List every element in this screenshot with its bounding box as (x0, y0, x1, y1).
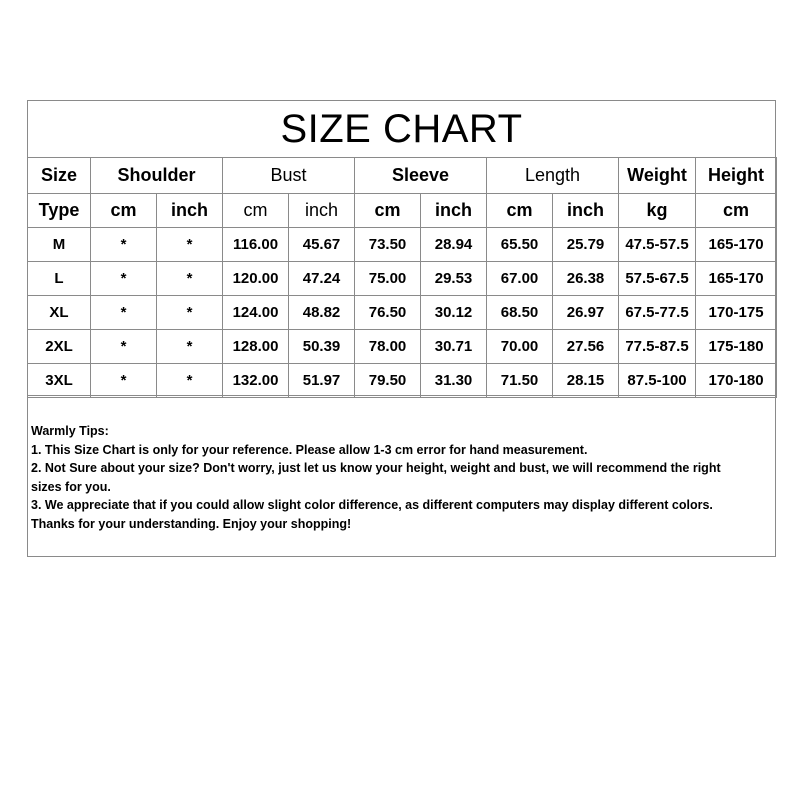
tips-section (27, 395, 776, 557)
table-cell: 67.00 (487, 262, 553, 296)
table-cell: 79.50 (355, 364, 421, 398)
tips-heading: Warmly Tips: (31, 424, 109, 438)
table-cell: * (157, 228, 223, 262)
table-cell: 78.00 (355, 330, 421, 364)
unit-length-cm: cm (487, 194, 553, 228)
table-cell: 170-180 (696, 364, 777, 398)
table-row (28, 262, 777, 296)
table-cell: * (157, 296, 223, 330)
header-height: Height (696, 158, 777, 194)
header-length: Length (487, 158, 619, 194)
header-type: Type (28, 194, 91, 228)
tip-line-2: 2. Not Sure about your size? Don't worry, just let us know your height, weight and bust, we will recommend the right (31, 461, 721, 476)
table-cell: 67.5-77.5 (619, 296, 696, 330)
table-cell: 75.00 (355, 262, 421, 296)
table-cell: 25.79 (553, 228, 619, 262)
row-size-label: M (28, 228, 91, 262)
table-cell: 45.67 (289, 228, 355, 262)
table-row (28, 364, 777, 398)
header-sleeve: Sleeve (355, 158, 487, 194)
table-cell: * (157, 330, 223, 364)
table-cell: * (91, 296, 157, 330)
table-cell: 28.15 (553, 364, 619, 398)
table-cell: 165-170 (696, 228, 777, 262)
header-row-groups (28, 158, 777, 194)
table-cell: 73.50 (355, 228, 421, 262)
table-cell: 128.00 (223, 330, 289, 364)
unit-shoulder-inch: inch (157, 194, 223, 228)
table-cell: 71.50 (487, 364, 553, 398)
table-cell: 68.50 (487, 296, 553, 330)
table-cell: 27.56 (553, 330, 619, 364)
table-cell: * (91, 228, 157, 262)
unit-shoulder-cm: cm (91, 194, 157, 228)
table-cell: 50.39 (289, 330, 355, 364)
table-cell: 51.97 (289, 364, 355, 398)
size-chart-frame (27, 100, 776, 396)
header-bust: Bust (223, 158, 355, 194)
size-table (27, 157, 777, 398)
unit-bust-inch: inch (289, 194, 355, 228)
table-cell: 70.00 (487, 330, 553, 364)
chart-title: SIZE CHART (280, 106, 523, 151)
table-cell: 175-180 (696, 330, 777, 364)
header-weight: Weight (619, 158, 696, 194)
table-row (28, 228, 777, 262)
unit-bust-cm: cm (223, 194, 289, 228)
table-cell: 47.24 (289, 262, 355, 296)
table-cell: 165-170 (696, 262, 777, 296)
table-row (28, 330, 777, 364)
table-cell: 30.12 (421, 296, 487, 330)
table-cell: 47.5-57.5 (619, 228, 696, 262)
table-cell: * (91, 364, 157, 398)
table-cell: 65.50 (487, 228, 553, 262)
table-cell: * (157, 262, 223, 296)
unit-length-inch: inch (553, 194, 619, 228)
tip-line-3: 3. We appreciate that if you could allow slight color difference, as different computers may display different colors. (31, 498, 713, 513)
unit-sleeve-inch: inch (421, 194, 487, 228)
header-size: Size (28, 158, 91, 194)
table-cell: * (91, 330, 157, 364)
table-cell: 87.5-100 (619, 364, 696, 398)
row-size-label: XL (28, 296, 91, 330)
row-size-label: L (28, 262, 91, 296)
table-cell: 124.00 (223, 296, 289, 330)
table-cell: 120.00 (223, 262, 289, 296)
row-size-label: 2XL (28, 330, 91, 364)
table-cell: * (157, 364, 223, 398)
table-cell: 26.97 (553, 296, 619, 330)
unit-weight-kg: kg (619, 194, 696, 228)
table-cell: 132.00 (223, 364, 289, 398)
table-cell: 30.71 (421, 330, 487, 364)
table-cell: 77.5-87.5 (619, 330, 696, 364)
table-cell: 57.5-67.5 (619, 262, 696, 296)
header-row-units (28, 194, 777, 228)
tip-line-closing: Thanks for your understanding. Enjoy your shopping! (31, 516, 352, 531)
unit-sleeve-cm: cm (355, 194, 421, 228)
table-cell: 76.50 (355, 296, 421, 330)
row-size-label: 3XL (28, 364, 91, 398)
table-cell: 29.53 (421, 262, 487, 296)
table-cell: * (91, 262, 157, 296)
tip-line-1: 1. This Size Chart is only for your reference. Please allow 1-3 cm error for hand measurement. (31, 442, 588, 457)
tip-line-2-continued: sizes for you. (31, 479, 111, 494)
table-cell: 48.82 (289, 296, 355, 330)
table-cell: 170-175 (696, 296, 777, 330)
table-row (28, 296, 777, 330)
table-cell: 116.00 (223, 228, 289, 262)
table-cell: 26.38 (553, 262, 619, 296)
table-cell: 31.30 (421, 364, 487, 398)
table-cell: 28.94 (421, 228, 487, 262)
unit-height-cm: cm (696, 194, 777, 228)
header-shoulder: Shoulder (91, 158, 223, 194)
